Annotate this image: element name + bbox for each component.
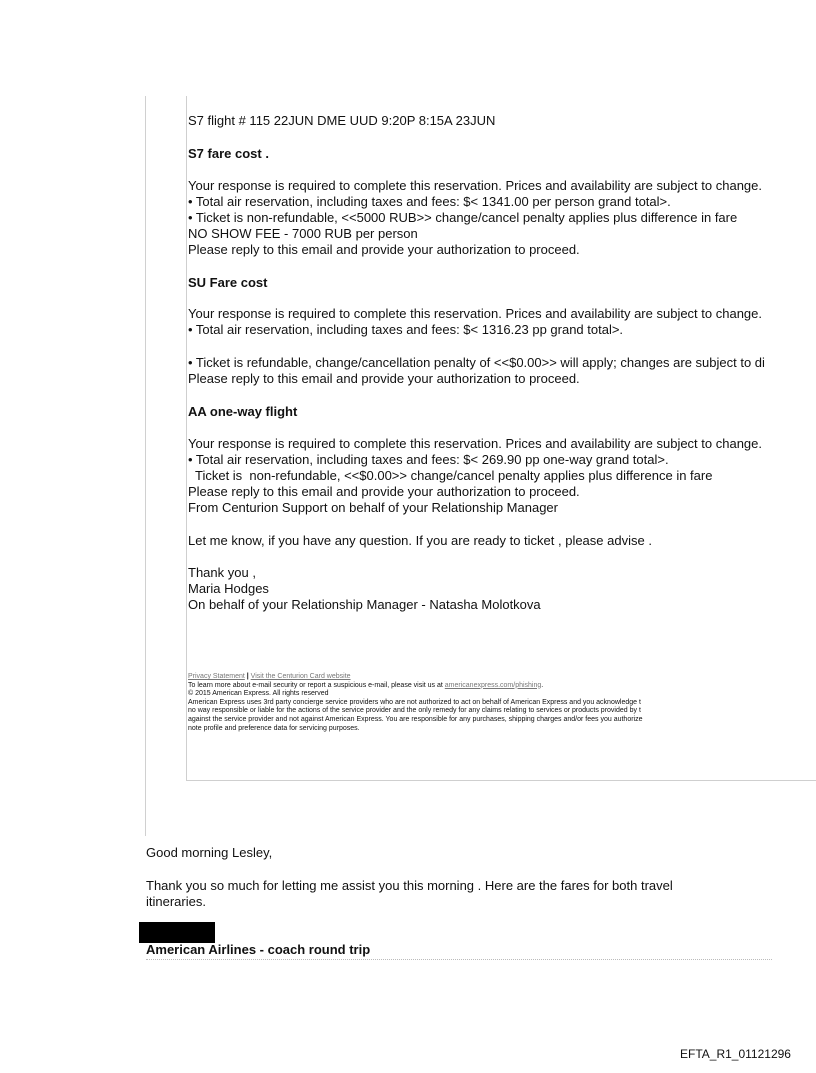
footer-disclaimer-1: American Express uses 3rd party concierge service providers who are not authorized to act on behalf of American Express and you acknowledge t [188, 698, 641, 706]
bates-number: EFTA_R1_01121296 [680, 1047, 791, 1061]
footer-learn-period: . [541, 681, 544, 689]
su-response: Your response is required to complete this reservation. Prices and availability are subject to change. [188, 306, 762, 321]
s7-response: Your response is required to complete this reservation. Prices and availability are subject to change. [188, 178, 762, 193]
footer-links-line [188, 673, 643, 682]
quote-border-outer [145, 96, 146, 836]
flight-line: S7 flight # 115 22JUN DME UUD 9:20P 8:15A 23JUN [188, 113, 496, 128]
footer-disclaimer-2: no way responsible or liable for the actions of the service provider and the only remedy for any claims relating to services or products provided by t [188, 707, 641, 715]
footer-disclaimer-4: note profile and preference data for servicing purposes. [188, 724, 360, 732]
footer-disclaimer-3: against the service provider and not against American Express. You are responsible for any purchases, shipping charges and/or fees you authorize [188, 715, 643, 723]
email-footer [188, 673, 643, 733]
redaction-block [139, 922, 215, 943]
thanks-line: Thank you , [188, 565, 256, 580]
s7-noshow: NO SHOW FEE - 7000 RUB per person [188, 226, 418, 241]
aa-response: Your response is required to complete this reservation. Prices and availability are subject to change. [188, 436, 762, 451]
su-reply: Please reply to this email and provide your authorization to proceed. [188, 371, 580, 386]
privacy-statement-link[interactable]: Privacy Statement [188, 673, 245, 680]
centurion-website-link[interactable]: Visit the Centurion Card website [250, 673, 351, 680]
aa-ticket: Ticket is non-refundable, <<$0.00>> change/cancel penalty applies plus difference in fare [188, 468, 713, 483]
footer-learn-line [188, 682, 643, 691]
signature-name: Maria Hodges [188, 581, 269, 596]
s7-heading: S7 fare cost . [188, 146, 269, 161]
section-divider [146, 959, 772, 960]
reply-body-line-1: Thank you so much for letting me assist you this morning . Here are the fares for both travel [146, 878, 673, 893]
aa-reply: Please reply to this email and provide your authorization to proceed. [188, 484, 580, 499]
footer-separator: | [244, 673, 251, 680]
su-heading: SU Fare cost [188, 275, 268, 290]
aa-heading: AA one-way flight [188, 404, 298, 419]
phishing-link[interactable]: americanexpress.com/phishing [444, 681, 542, 689]
aa-from: From Centurion Support on behalf of your Relationship Manager [188, 500, 558, 515]
signature-behalf: On behalf of your Relationship Manager - Natasha Molotkova [188, 597, 541, 612]
reply-greeting: Good morning Lesley, [146, 845, 273, 860]
footer-copyright: © 2015 American Express. All rights reserved [188, 690, 329, 698]
s7-total: • Total air reservation, including taxes and fees: $< 1341.00 per person grand total>. [188, 194, 671, 209]
s7-ticket: • Ticket is non-refundable, <<5000 RUB>> change/cancel penalty applies plus difference in fare [188, 210, 738, 225]
su-ticket: • Ticket is refundable, change/cancellation penalty of <<$0.00>> will apply; changes are subject to di [188, 355, 765, 370]
reply-body-line-2: itineraries. [146, 894, 206, 909]
american-airlines-heading: American Airlines - coach round trip [146, 942, 371, 957]
aa-total: • Total air reservation, including taxes and fees: $< 269.90 pp one-way grand total>. [188, 452, 669, 467]
question-line: Let me know, if you have any question. If you are ready to ticket , please advise . [188, 533, 652, 548]
footer-learn-text: To learn more about e-mail security or report a suspicious e-mail, please visit us at [188, 681, 445, 689]
s7-reply: Please reply to this email and provide your authorization to proceed. [188, 242, 580, 257]
su-total: • Total air reservation, including taxes and fees: $< 1316.23 pp grand total>. [188, 322, 624, 337]
